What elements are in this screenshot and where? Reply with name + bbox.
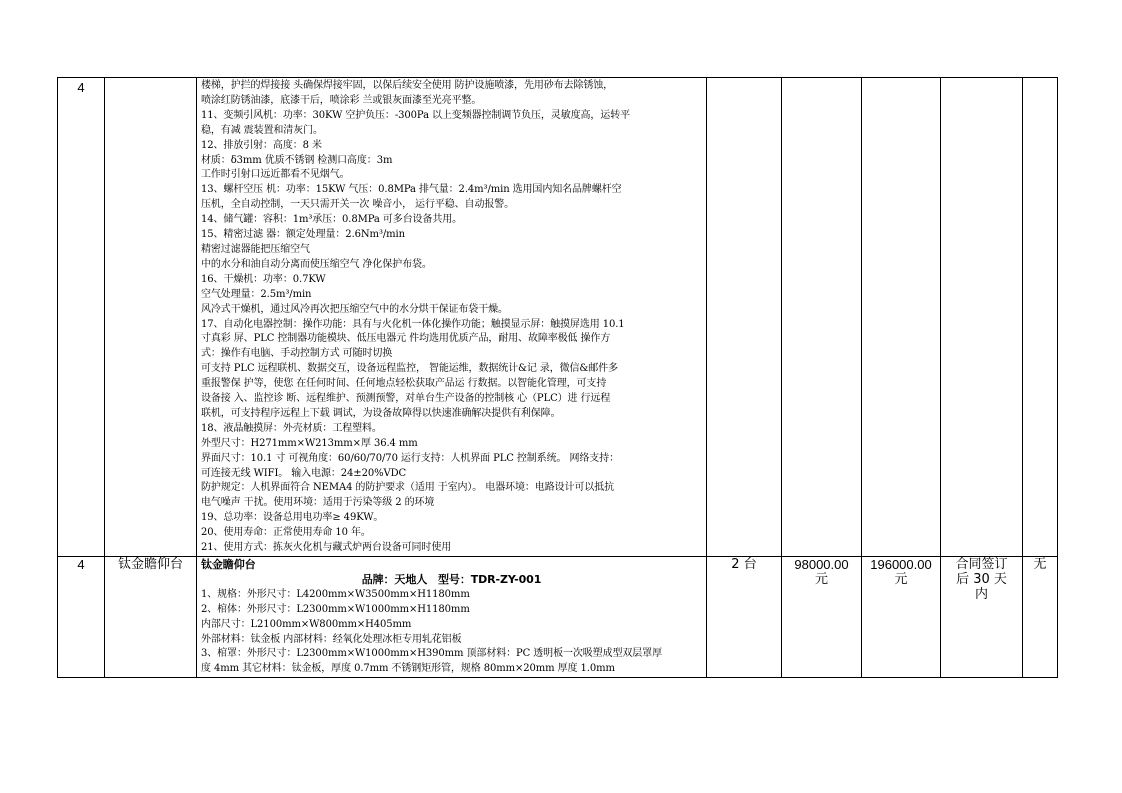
- spec-line: 楼梯，护拦的焊接接 头确保焊接牢固，以保后续安全使用 防护设施喷漆，先用砂布去除锈蚀，: [201, 80, 614, 91]
- unit-price-currency: 元: [814, 572, 828, 587]
- spec-line: 12、排放引射：高度：8 米: [201, 139, 322, 151]
- spec-cell: [197, 557, 707, 678]
- spec-line: 可支持 PLC 远程联机、数据交互，设备远程监控， 智能运维，数据统计&记 录，微信&邮件多: [201, 363, 618, 375]
- spec-line: 防护规定：人机界面符合 NEMA4 的防护要求（适用 于室内）。 电器环境：电路设计可以抵抗: [201, 482, 614, 494]
- unit-price-cell: [782, 78, 862, 557]
- item-name: 钛金瞻仰台: [105, 557, 197, 678]
- spec-lines: [201, 588, 702, 677]
- spec-line: 设备接 入、监控诊 断、远程维护、预测预警，对单台生产设备的控制核 心（PLC）进 行远程: [201, 393, 611, 405]
- spec-line: 压机，全自动控制，一天只需开关一次 噪音小， 运行平稳、自动报警。: [201, 199, 515, 211]
- note-cell: [1023, 78, 1058, 557]
- table-row: [58, 557, 1058, 678]
- spec-line: 15、精密过滤 器：额定处理量：2.6Nm³/min: [201, 229, 405, 241]
- spec-line: 2、棺体：外形尺寸：L2300mm×W1000mm×H1180mm: [201, 603, 470, 615]
- spec-cell: [197, 78, 707, 557]
- spec-line: 式：操作有电脑、手动控制方式 可随时切换: [201, 348, 393, 360]
- spec-line: 度 4mm 其它材料：钛金板，厚度 0.7mm 不锈钢矩形管，规格 80mm×20mm 厚度 1.0mm: [201, 663, 615, 675]
- spec-line: 界面尺寸：10.1 寸 可视角度：60/60/70/70 运行支持：人机界面 PLC 控制系统。 网络支持：: [201, 452, 619, 464]
- spec-line: 1、规格：外形尺寸：L4200mm×W3500mm×H1180mm: [201, 588, 470, 600]
- spec-line: 内部尺寸：L2100mm×W800mm×H405mm: [201, 618, 412, 630]
- spec-line: 外型尺寸：H271mm×W213mm×厚 36.4 mm: [201, 437, 418, 449]
- row-number-cell: 4: [58, 78, 105, 557]
- spec-line: 16、干燥机：功率：0.7KW: [201, 273, 326, 285]
- unit-price: [782, 557, 862, 678]
- spec-line: 19、总功率：设备总用电功率≥ 49KW。: [201, 512, 384, 524]
- item-name-cell: [105, 78, 197, 557]
- spec-line: 喷涂红防锈油漆，底漆干后，喷涂彩 兰或银灰面漆至光亮平整。: [201, 94, 482, 106]
- spec-line: 精密过滤器能把压缩空气: [201, 243, 310, 255]
- total-price-currency: 元: [894, 572, 908, 587]
- row-number: 4: [58, 557, 105, 678]
- spec-line: 14、储气罐：容积：1m³承压：0.8MPa 可多台设备共用。: [201, 214, 463, 226]
- brand-model: 品牌：天地人 型号：TDR-ZY-001: [361, 572, 542, 586]
- spec-line: 18、液晶触摸屏：外壳材质：工程塑料。: [201, 422, 382, 434]
- note: 无: [1023, 557, 1058, 678]
- spec-line: 21、使用方式：拣灰火化机与藏式炉两台设备可同时使用: [201, 542, 452, 554]
- spec-line: 13、螺杆空压 机：功率：15KW 气压：0.8MPa 排气量：2.4m³/min 选用国内知名品牌螺杆空: [201, 184, 622, 196]
- item-heading: 钛金瞻仰台: [201, 558, 256, 571]
- spec-line: 20、使用寿命：正常使用寿命 10 年。: [201, 527, 371, 539]
- delivery-line: 后 30 天: [956, 572, 1007, 587]
- spec-line: 可连接无线 WIFI。 输入电源：24±20%VDC: [201, 467, 407, 479]
- delivery-line: 合同签订: [955, 557, 1008, 572]
- spec-line: 材质：δ3mm 优质不锈钢 检测口高度：3m: [201, 154, 393, 166]
- unit-price-value: 98000.00: [794, 557, 849, 572]
- spec-line: 稳，有减 震装置和清灰门。: [201, 124, 323, 136]
- spec-line: 寸真彩 屏、PLC 控制器功能模块、低压电器元 件均选用优质产品，耐用、故障率极低 操作方: [201, 333, 611, 345]
- table-row: [58, 78, 1058, 557]
- spec-line: 电气噪声 干扰。使用环境：适用于污染等级 2 的环境: [201, 497, 435, 509]
- delivery-line: 内: [974, 587, 988, 602]
- delivery-time: [941, 557, 1023, 678]
- spec-line: 工作时引射口远近都看不见烟气。: [201, 169, 350, 181]
- spec-line: 11、变频引风机：功率：30KW 空护负压：-300Pa 以上变频器控制调节负压，灵敏度高，运转平: [201, 109, 631, 121]
- spec-line: 中的水分和油自动分离而使压缩空气 净化保护布袋。: [201, 258, 432, 270]
- total-price: [862, 557, 941, 678]
- total-price-cell: [862, 78, 941, 557]
- total-price-value: 196000.00: [870, 557, 932, 572]
- spec-line: 外部材料：钛金板 内部材料：经氧化处理冰柜专用轧花铝板: [201, 633, 462, 645]
- quotation-table: [57, 77, 1058, 678]
- spec-line: 重报警保 护等，使您 在任何时间、任何地点轻松获取产品运 行数据。以智能化管理，可支持: [201, 378, 607, 390]
- spec-line: 联机，可支持程序远程上下载 调试，为设备故障得以快速准确解决提供有利保障。: [201, 407, 561, 419]
- quantity: 2 台: [707, 557, 782, 678]
- quantity-cell: [707, 78, 782, 557]
- spec-line: 空气处理量：2.5m³/min: [201, 288, 312, 300]
- delivery-cell: [941, 78, 1023, 557]
- spec-line: 3、棺罩：外形尺寸：L2300mm×W1000mm×H390mm 顶部材料：PC 透明板一次吸塑成型双层罩厚: [201, 648, 662, 660]
- spec-line: 17、自动化电器控制：操作功能：具有与火化机一体化操作功能；触摸显示屏：触摸屏选用 10.1: [201, 318, 625, 330]
- spec-line: 风冷式干燥机，通过风冷再次把压缩空气中的水分烘干保证布袋干燥。: [201, 303, 508, 315]
